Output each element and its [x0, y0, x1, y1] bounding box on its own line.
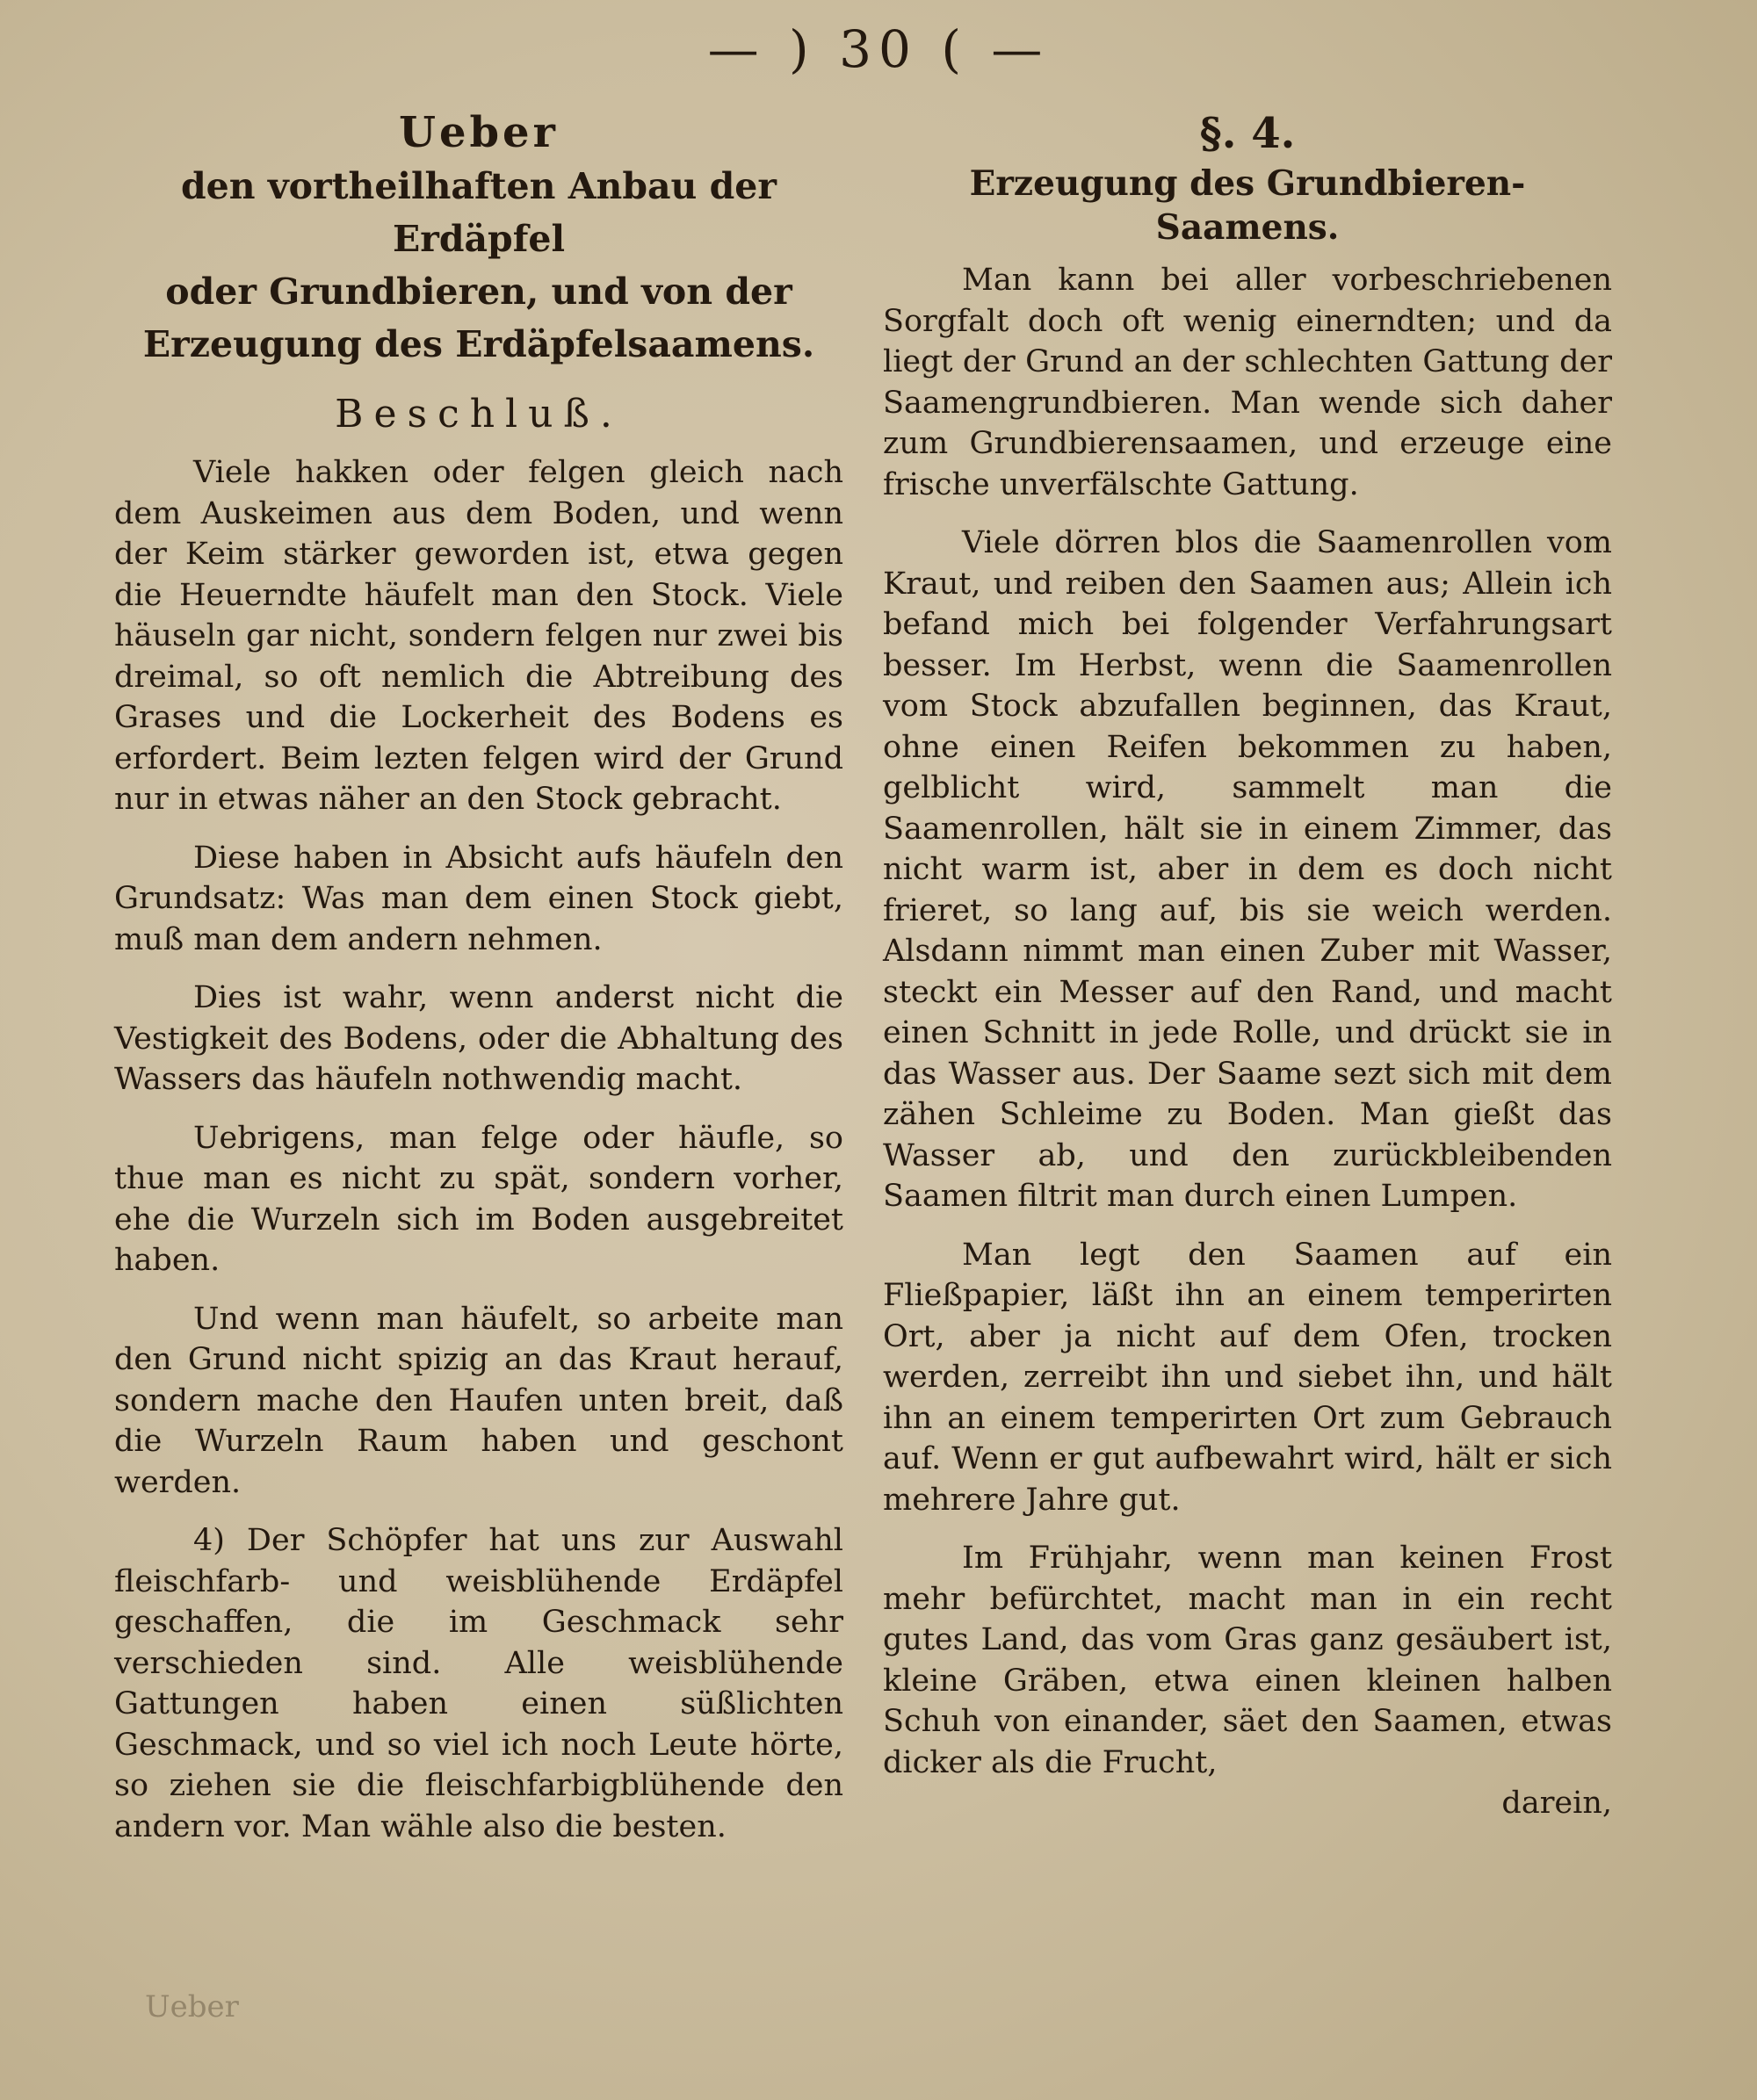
- title-line: Ueber: [399, 108, 559, 157]
- page-number: — ) 30 ( —: [707, 19, 1050, 79]
- paragraph: Dies ist wahr, wenn anderst nicht die Vestigkeit des Bodens, oder die Abhaltung des Wassers das häufeln nothwendig macht.: [114, 980, 843, 1097]
- paragraph: Man kann bei aller vorbeschriebenen Sorgfalt doch oft wenig einerndten; und da liegt der Grund an der schlechten Gattung der Saamengrundbieren. Man wende sich daher zum Grundbierensaamen, und erzeuge eine frische unverfälschte Gattung.: [883, 263, 1612, 502]
- paragraph: Viele dörren blos die Saamenrollen vom Kraut, und reiben den Saamen aus; Allein ich befand mich bei folgender Verfahrungsart besser. Im Herbst, wenn die Saamenrollen vom Stock abzufallen beginnen, das Kraut, ohne einen Reifen bekommen zu haben, gelblicht wird, sammelt man die Saamenrollen, hält sie in einem Zimmer, das nicht warm ist, aber in dem es doch nicht frieret, so lang auf, bis sie weich werden. Alsdann nimmt man einen Zuber mit Wasser, steckt ein Messer auf den Rand, und macht einen Schnitt in jede Rolle, und drückt sie in das Wasser aus. Der Saame sezt sich mit dem zähen Schleime zu Boden. Man gießt das Wasser ab, und den zurückbleibenden Saamen filtrit man durch einen Lumpen.: [883, 525, 1612, 1214]
- section-title: Erzeugung des Grundbieren-Saamens.: [969, 163, 1526, 248]
- paragraph: Und wenn man häufelt, so arbeite man den Grund nicht spizig an das Kraut herauf, sondern mache den Haufen unten breit, daß die Wurzeln Raum haben und geschont werden.: [114, 1301, 843, 1500]
- article-title: [114, 105, 843, 371]
- section-number: §. 4.: [1199, 109, 1296, 158]
- title-line: oder Grundbieren, und von der: [165, 271, 792, 313]
- paragraph: Diese haben in Absicht aufs häufeln den Grundsatz: Was man dem einen Stock giebt, muß man dem andern nehmen.: [114, 840, 843, 957]
- paragraph: Im Frühjahr, wenn man keinen Frost mehr befürchtet, macht man in ein recht gutes Land, das vom Gras ganz gesäubert ist, kleine Gräben, etwa einen kleinen halben Schuh von einander, säet den Saamen, etwas dicker als die Frucht,: [883, 1541, 1612, 1780]
- right-column: [883, 105, 1612, 1823]
- title-line: den vortheilhaften Anbau der Erdäpfel: [180, 165, 777, 260]
- paragraph: Viele hakken oder felgen gleich nach dem Auskeimen aus dem Boden, und wenn der Keim stärker geworden ist, etwa gegen die Heuerndte häufelt man den Stock. Viele häuseln gar nicht, sondern felgen nur zwei bis dreimal, so oft nemlich die Abtreibung des Grases und die Lockerheit des Bodens es erfordert. Beim lezten felgen wird der Grund nur in etwas näher an den Stock gebracht.: [114, 455, 843, 817]
- paragraph: Uebrigens, man felge oder häufle, so thue man es nicht zu spät, sondern vorher, ehe die Wurzeln sich im Boden ausgebreitet haben.: [114, 1120, 843, 1278]
- section-heading: Beschluß.: [335, 392, 623, 437]
- paragraph: 4) Der Schöpfer hat uns zur Auswahl fleischfarb- und weisblühende Erdäpfel geschaffen, die im Geschmack sehr verschieden sind. Alle weisblühende Gattungen haben einen süßlichten Geschmack, und so viel ich noch Leute hörte, so ziehen sie die fleischfarbigblühende den andern vor. Man wähle also die besten.: [114, 1523, 843, 1844]
- catchword: darein,: [1501, 1786, 1612, 1821]
- title-line: Erzeugung des Erdäpfelsaamens.: [142, 323, 815, 365]
- paragraph: Man legt den Saamen auf ein Fließpapier, läßt ihn an einem temperirten Ort, aber ja nicht auf dem Ofen, trocken werden, zerreibt ihn und siebet ihn, und hält ihn an einem temperirten Ort zum Gebrauch auf. Wenn er gut aufbewahrt wird, hält er sich mehrere Jahre gut.: [883, 1237, 1612, 1518]
- faint-catchword: Ueber: [145, 1989, 239, 2024]
- left-column: [114, 105, 843, 1865]
